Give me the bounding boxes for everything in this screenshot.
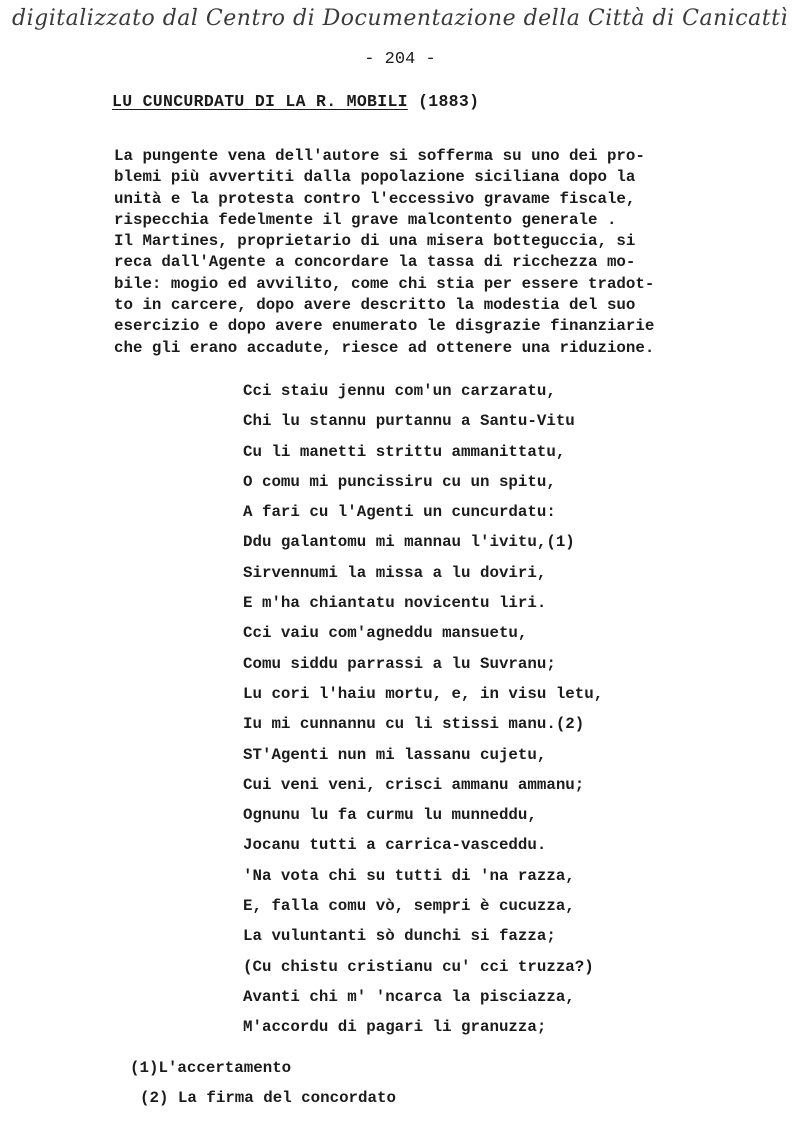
poem-line: Cci vaiu com'agneddu mansuetu,: [243, 624, 528, 643]
footnotes: [130, 1053, 396, 1113]
intro-line: reca dall'Agente a concordare la tassa di ricchezza mo-: [114, 253, 636, 272]
poem-title-year: (1883): [418, 92, 480, 111]
intro-paragraph: [114, 146, 734, 359]
poem-line: M'accordu di pagari li granuzza;: [243, 1018, 547, 1037]
poem-line: Jocanu tutti a carrica-vasceddu.: [243, 836, 547, 855]
poem-title-text: LU CUNCURDATU DI LA R. MOBILI: [112, 92, 408, 111]
poem-line: Cui veni veni, crisci ammanu ammanu;: [243, 775, 585, 794]
poem-line: Sirvennumi la missa a lu doviri,: [243, 563, 547, 582]
digitization-watermark: digitalizzato dal Centro di Documentazione della Città di Canicattì: [12, 6, 788, 31]
intro-line: Il Martines, proprietario di una misera botteguccia, si: [114, 232, 636, 251]
intro-line: bile: mogio ed avvilito, come chi stia per essere tradot-: [114, 274, 655, 293]
poem-line: Iu mi cunnannu cu li stissi manu.(2): [243, 715, 585, 734]
intro-line: esercizio e dopo avere enumerato le disgrazie finanziarie: [114, 317, 655, 336]
poem-title: [112, 92, 479, 111]
poem-line: ST'Agenti nun mi lassanu cujetu,: [243, 745, 547, 764]
poem-line: (Cu chistu cristianu cu' cci truzza?): [243, 957, 594, 976]
poem-line: Cu li manetti strittu ammanittatu,: [243, 442, 566, 461]
intro-line: che gli erano accadute, riesce ad ottenere una riduzione.: [114, 338, 655, 357]
poem-verses: [243, 376, 603, 1043]
intro-line: rispecchia fedelmente il grave malcontento generale .: [114, 210, 617, 229]
poem-line: Comu siddu parrassi a lu Suvranu;: [243, 654, 556, 673]
intro-line: to in carcere, dopo avere descritto la modestia del suo: [114, 296, 636, 315]
poem-line: E, falla comu vò, sempri è cucuzza,: [243, 897, 575, 916]
intro-line: blemi più avvertiti dalla popolazione siciliana dopo la: [114, 168, 636, 187]
poem-line: La vuluntanti sò dunchi si fazza;: [243, 927, 556, 946]
poem-line: Ognunu lu fa curmu lu munneddu,: [243, 806, 537, 825]
intro-line: unità e la protesta contro l'eccessivo gravame fiscale,: [114, 189, 636, 208]
poem-line: Lu cori l'haiu mortu, e, in visu letu,: [243, 684, 604, 703]
poem-line: Avanti chi m' 'ncarca la pisciazza,: [243, 987, 575, 1006]
poem-line: Cci staiu jennu com'un carzaratu,: [243, 382, 556, 400]
poem-line: Ddu galantomu mi mannau l'ivitu,(1): [243, 533, 575, 552]
poem-line: Chi lu stannu purtannu a Santu-Vitu: [243, 412, 575, 431]
poem-line: A fari cu l'Agenti un cuncurdatu:: [243, 503, 556, 522]
poem-line: 'Na vota chi su tutti di 'na razza,: [243, 866, 575, 885]
intro-line: La pungente vena dell'autore si sofferma su uno dei pro-: [114, 147, 645, 165]
poem-line: O comu mi puncissiru cu un spitu,: [243, 472, 556, 491]
footnote-2: (2) La firma del concordato: [140, 1089, 396, 1107]
page-number: - 204 -: [364, 50, 436, 69]
footnote-1: (1)L'accertamento: [130, 1059, 292, 1077]
poem-line: E m'ha chiantatu novicentu liri.: [243, 594, 547, 613]
